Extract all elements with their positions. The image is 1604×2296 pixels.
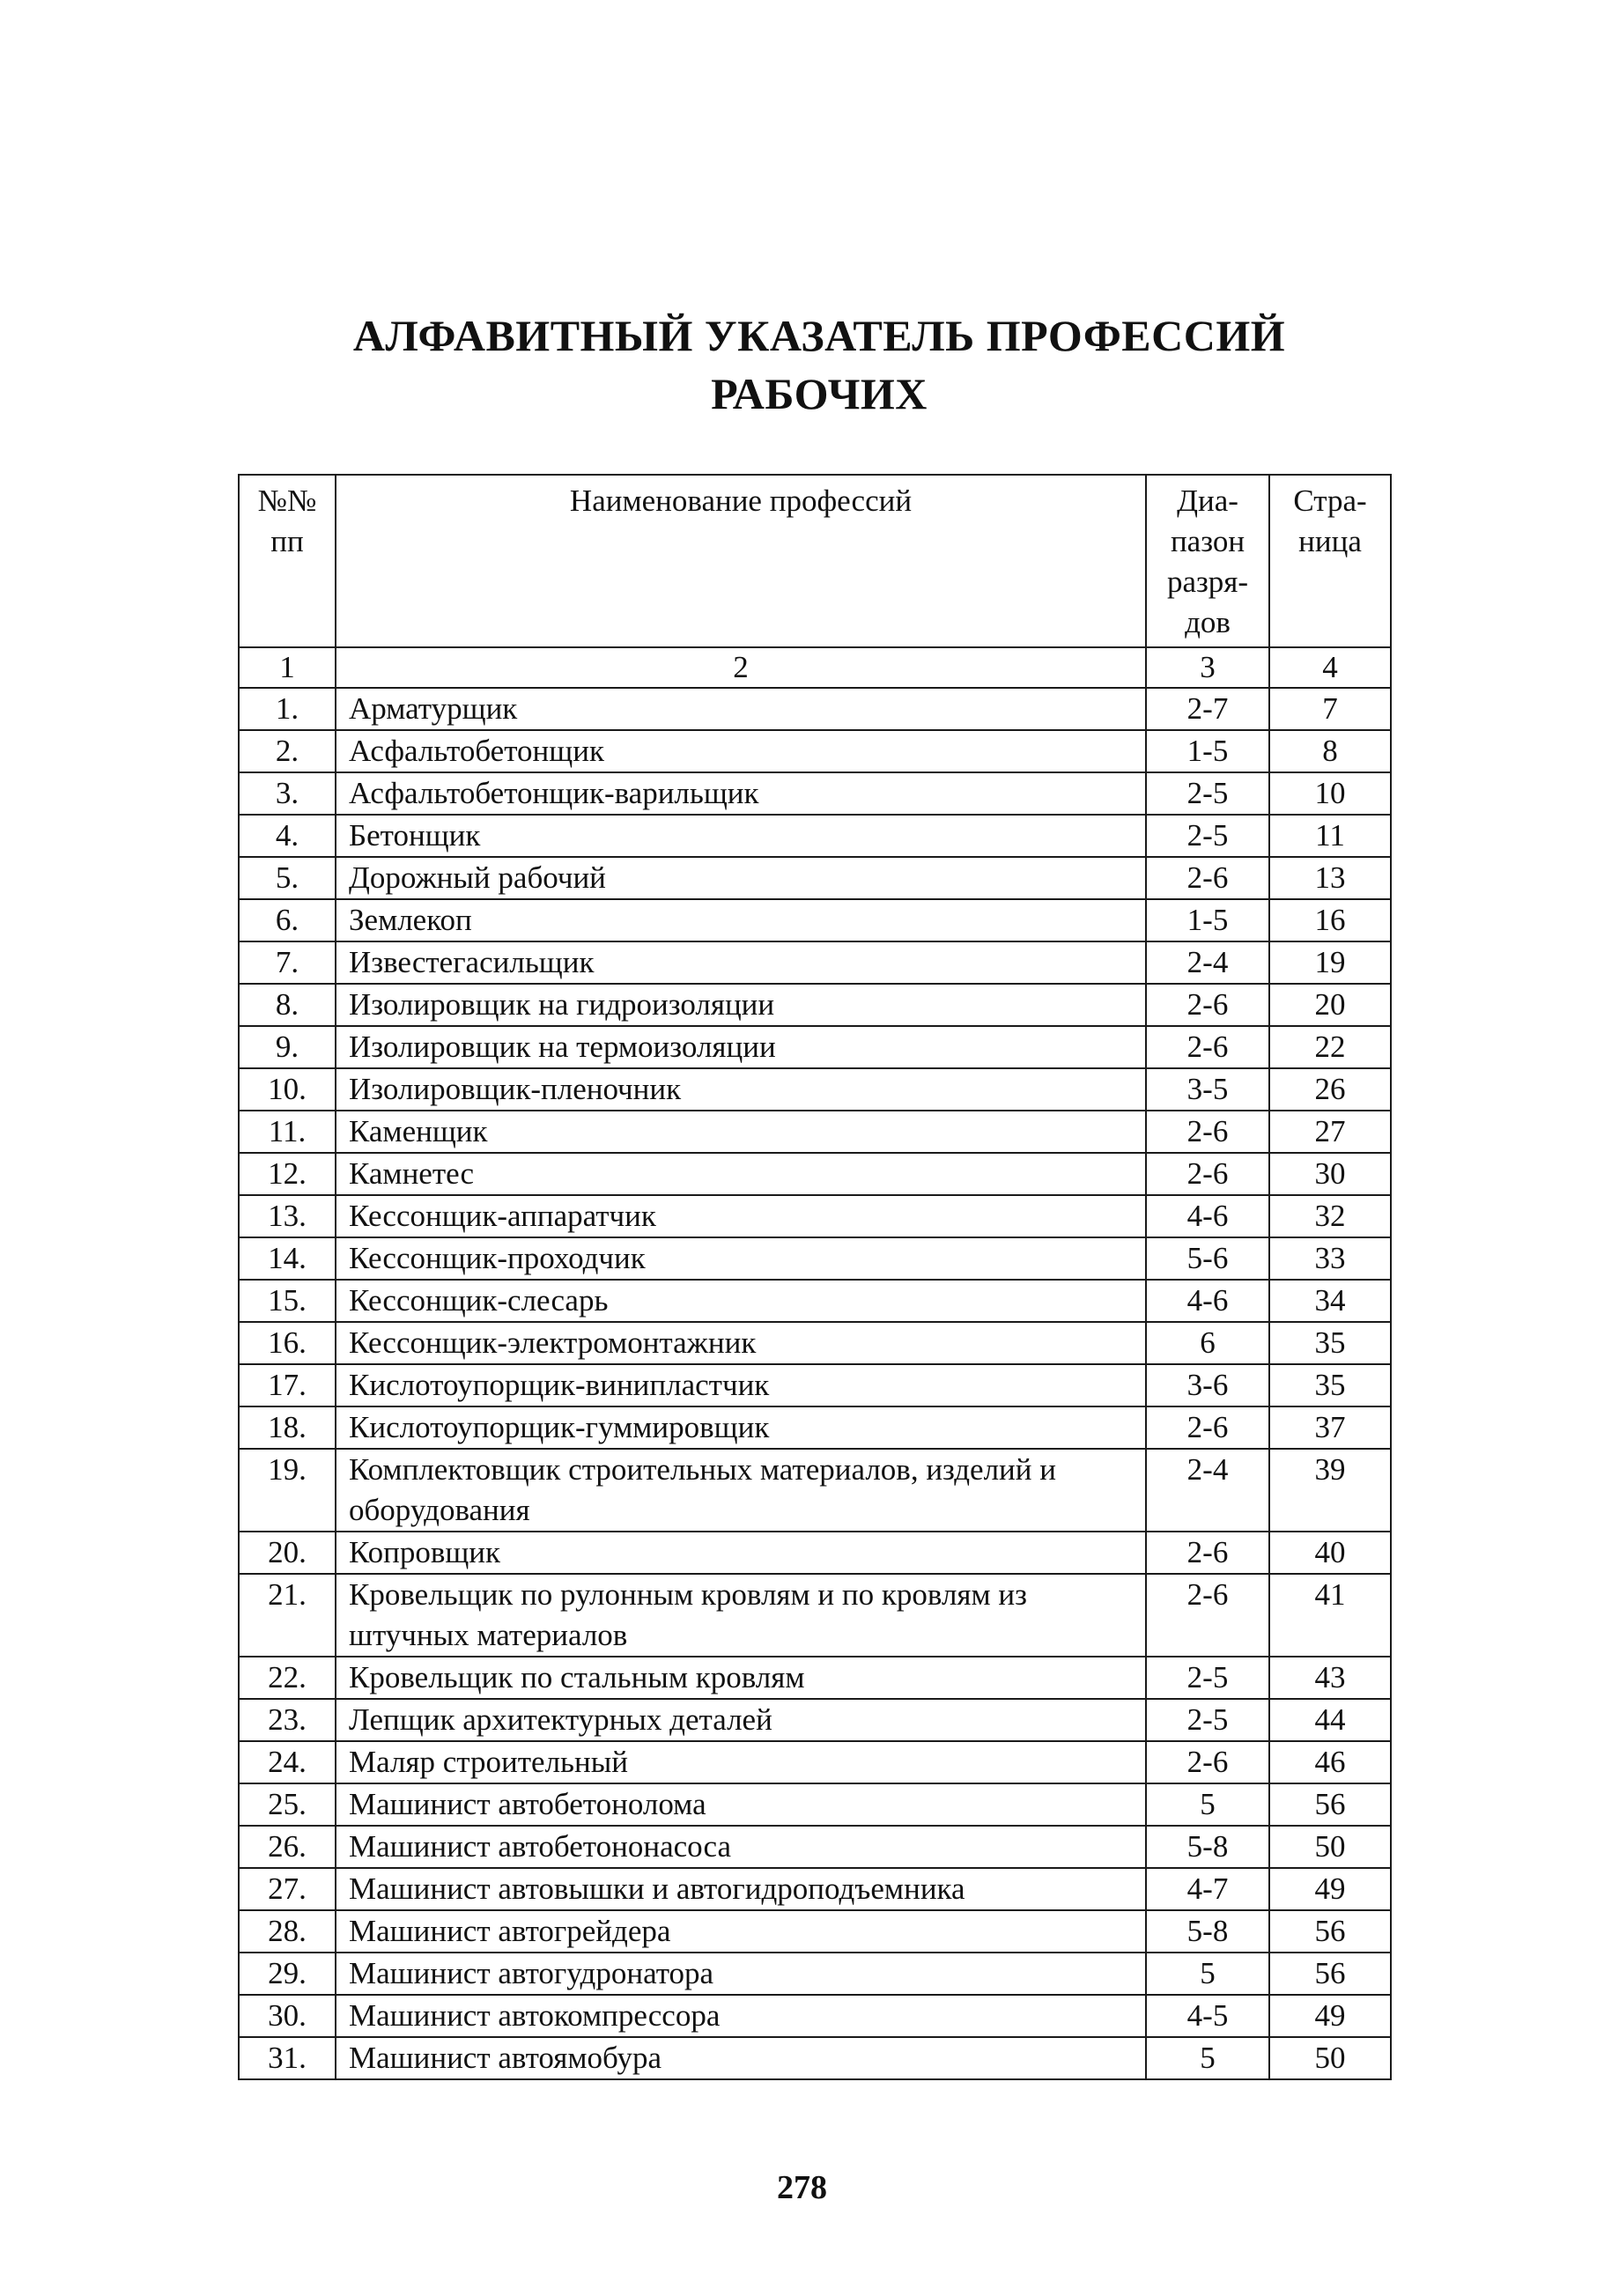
header-range-line-3: разря- xyxy=(1166,565,1249,599)
grade-range: 5 xyxy=(1146,1783,1269,1826)
profession-name: Машинист автогрейдера xyxy=(336,1910,1146,1953)
grade-range: 2-4 xyxy=(1146,941,1269,984)
row-number: 30. xyxy=(239,1995,336,2037)
row-number: 15. xyxy=(239,1280,336,1322)
profession-name: Изолировщик-пленочник xyxy=(336,1068,1146,1111)
table-row xyxy=(239,1195,1391,1237)
table-row xyxy=(239,1280,1391,1322)
page-ref: 35 xyxy=(1269,1364,1391,1406)
page-ref: 26 xyxy=(1269,1068,1391,1111)
page-ref: 43 xyxy=(1269,1657,1391,1699)
grade-range: 2-6 xyxy=(1146,1406,1269,1449)
row-number: 7. xyxy=(239,941,336,984)
row-number: 8. xyxy=(239,984,336,1026)
page-ref: 7 xyxy=(1269,688,1391,730)
row-number: 18. xyxy=(239,1406,336,1449)
page-ref: 46 xyxy=(1269,1741,1391,1783)
header-number-line-2: пп xyxy=(270,524,304,558)
row-number: 2. xyxy=(239,730,336,772)
page-ref: 27 xyxy=(1269,1111,1391,1153)
table-row xyxy=(239,2037,1391,2079)
profession-name: Кессонщик-электромонтажник xyxy=(336,1322,1146,1364)
table-row xyxy=(239,1406,1391,1449)
row-number: 11. xyxy=(239,1111,336,1153)
header-range-line-2: пазон xyxy=(1170,524,1246,558)
grade-range: 6 xyxy=(1146,1322,1269,1364)
grade-range: 4-7 xyxy=(1146,1868,1269,1910)
page-ref: 56 xyxy=(1269,1953,1391,1995)
table-row xyxy=(239,1783,1391,1826)
grade-range: 2-5 xyxy=(1146,815,1269,857)
column-number: 3 xyxy=(1146,647,1269,688)
table-row xyxy=(239,1953,1391,1995)
profession-name: Изолировщик на гидроизоляции xyxy=(336,984,1146,1026)
profession-name: Кессонщик-аппаратчик xyxy=(336,1195,1146,1237)
grade-range: 3-5 xyxy=(1146,1068,1269,1111)
grade-range: 2-5 xyxy=(1146,1657,1269,1699)
header-range-line-1: Диа- xyxy=(1177,484,1238,518)
professions-index-table xyxy=(238,474,1392,2080)
page-ref: 30 xyxy=(1269,1153,1391,1195)
row-number: 25. xyxy=(239,1783,336,1826)
column-number: 1 xyxy=(239,647,336,688)
row-number: 29. xyxy=(239,1953,336,1995)
grade-range: 2-6 xyxy=(1146,1532,1269,1574)
page-ref: 32 xyxy=(1269,1195,1391,1237)
page-ref: 33 xyxy=(1269,1237,1391,1280)
page-ref: 10 xyxy=(1269,772,1391,815)
grade-range: 4-6 xyxy=(1146,1195,1269,1237)
table-row xyxy=(239,1111,1391,1153)
page-ref: 19 xyxy=(1269,941,1391,984)
page-ref: 34 xyxy=(1269,1280,1391,1322)
profession-name: Кислотоупорщик-винипластчик xyxy=(336,1364,1146,1406)
table-row xyxy=(239,1826,1391,1868)
table-row xyxy=(239,899,1391,941)
grade-range: 4-5 xyxy=(1146,1995,1269,2037)
row-number: 24. xyxy=(239,1741,336,1783)
grade-range: 2-4 xyxy=(1146,1449,1269,1532)
page-ref: 49 xyxy=(1269,1868,1391,1910)
profession-name: Камнетес xyxy=(336,1153,1146,1195)
page-title xyxy=(247,306,1392,423)
page-ref: 50 xyxy=(1269,2037,1391,2079)
page-ref: 20 xyxy=(1269,984,1391,1026)
profession-name: Кислотоупорщик-гуммировщик xyxy=(336,1406,1146,1449)
grade-range: 3-6 xyxy=(1146,1364,1269,1406)
row-number: 14. xyxy=(239,1237,336,1280)
row-number: 5. xyxy=(239,857,336,899)
page-ref: 39 xyxy=(1269,1449,1391,1532)
header-number xyxy=(239,475,336,647)
row-number: 1. xyxy=(239,688,336,730)
header-page-line-1: Стра- xyxy=(1293,484,1367,518)
page-ref: 37 xyxy=(1269,1406,1391,1449)
page-ref: 16 xyxy=(1269,899,1391,941)
profession-name: Машинист автокомпрессора xyxy=(336,1995,1146,2037)
profession-name: Кровельщик по рулонным кровлям и по кровлям из штучных материалов xyxy=(336,1574,1146,1657)
table-row xyxy=(239,1153,1391,1195)
grade-range: 1-5 xyxy=(1146,899,1269,941)
page-ref: 8 xyxy=(1269,730,1391,772)
header-number-line-1: №№ xyxy=(257,484,317,518)
grade-range: 2-6 xyxy=(1146,857,1269,899)
profession-name: Машинист автоямобура xyxy=(336,2037,1146,2079)
table-row xyxy=(239,1026,1391,1068)
page-number: 278 xyxy=(777,2169,827,2206)
grade-range: 1-5 xyxy=(1146,730,1269,772)
table-row xyxy=(239,1322,1391,1364)
profession-name: Копровщик xyxy=(336,1532,1146,1574)
row-number: 31. xyxy=(239,2037,336,2079)
row-number: 22. xyxy=(239,1657,336,1699)
profession-name: Бетонщик xyxy=(336,815,1146,857)
profession-name: Кровельщик по стальным кровлям xyxy=(336,1657,1146,1699)
table-header-row xyxy=(239,475,1391,647)
table-row xyxy=(239,1657,1391,1699)
table-row xyxy=(239,1699,1391,1741)
header-page-line-2: ница xyxy=(1298,524,1362,558)
profession-name: Известегасильщик xyxy=(336,941,1146,984)
table-row xyxy=(239,1741,1391,1783)
page-ref: 56 xyxy=(1269,1910,1391,1953)
profession-name: Комплектовщик строительных материалов, изделий и оборудования xyxy=(336,1449,1146,1532)
table-row xyxy=(239,1532,1391,1574)
row-number: 26. xyxy=(239,1826,336,1868)
grade-range: 2-6 xyxy=(1146,1741,1269,1783)
row-number: 28. xyxy=(239,1910,336,1953)
row-number: 17. xyxy=(239,1364,336,1406)
page-ref: 13 xyxy=(1269,857,1391,899)
table-row xyxy=(239,688,1391,730)
table-row xyxy=(239,1995,1391,2037)
grade-range: 2-7 xyxy=(1146,688,1269,730)
table-row xyxy=(239,941,1391,984)
title-line-2: РАБОЧИХ xyxy=(711,369,928,418)
table-row xyxy=(239,857,1391,899)
row-number: 19. xyxy=(239,1449,336,1532)
grade-range: 2-5 xyxy=(1146,772,1269,815)
row-number: 16. xyxy=(239,1322,336,1364)
row-number: 21. xyxy=(239,1574,336,1657)
profession-name: Машинист автогудронатора xyxy=(336,1953,1146,1995)
row-number: 10. xyxy=(239,1068,336,1111)
grade-range: 2-6 xyxy=(1146,1574,1269,1657)
profession-name: Кессонщик-проходчик xyxy=(336,1237,1146,1280)
header-name-text: Наименование профессий xyxy=(569,484,913,518)
grade-range: 4-6 xyxy=(1146,1280,1269,1322)
table-row xyxy=(239,1868,1391,1910)
page-ref: 35 xyxy=(1269,1322,1391,1364)
page-ref: 22 xyxy=(1269,1026,1391,1068)
row-number: 6. xyxy=(239,899,336,941)
row-number: 9. xyxy=(239,1026,336,1068)
grade-range: 2-6 xyxy=(1146,1026,1269,1068)
table-row xyxy=(239,1068,1391,1111)
profession-name: Арматурщик xyxy=(336,688,1146,730)
page-ref: 41 xyxy=(1269,1574,1391,1657)
table-row xyxy=(239,1364,1391,1406)
column-number: 2 xyxy=(336,647,1146,688)
profession-name: Землекоп xyxy=(336,899,1146,941)
page-ref: 44 xyxy=(1269,1699,1391,1741)
grade-range: 2-6 xyxy=(1146,1153,1269,1195)
row-number: 12. xyxy=(239,1153,336,1195)
table-row xyxy=(239,730,1391,772)
header-range-line-4: дов xyxy=(1185,605,1231,639)
page-ref: 11 xyxy=(1269,815,1391,857)
grade-range: 2-5 xyxy=(1146,1699,1269,1741)
profession-name: Машинист автовышки и автогидроподъемника xyxy=(336,1868,1146,1910)
profession-name: Каменщик xyxy=(336,1111,1146,1153)
profession-name: Машинист автобетононасоса xyxy=(336,1826,1146,1868)
table-row xyxy=(239,1449,1391,1532)
header-range xyxy=(1146,475,1269,647)
table-row xyxy=(239,1910,1391,1953)
grade-range: 2-6 xyxy=(1146,1111,1269,1153)
profession-name: Асфальтобетонщик xyxy=(336,730,1146,772)
grade-range: 5-8 xyxy=(1146,1826,1269,1868)
column-number: 4 xyxy=(1269,647,1391,688)
grade-range: 5 xyxy=(1146,2037,1269,2079)
row-number: 20. xyxy=(239,1532,336,1574)
profession-name: Дорожный рабочий xyxy=(336,857,1146,899)
title-line-1: АЛФАВИТНЫЙ УКАЗАТЕЛЬ ПРОФЕССИЙ xyxy=(352,311,1286,360)
table-row xyxy=(239,984,1391,1026)
row-number: 4. xyxy=(239,815,336,857)
page-ref: 50 xyxy=(1269,1826,1391,1868)
profession-name: Кессонщик-слесарь xyxy=(336,1280,1146,1322)
row-number: 23. xyxy=(239,1699,336,1741)
page-ref: 56 xyxy=(1269,1783,1391,1826)
profession-name: Машинист автобетонолома xyxy=(336,1783,1146,1826)
column-numbers-row xyxy=(239,647,1391,688)
row-number: 13. xyxy=(239,1195,336,1237)
profession-name: Лепщик архитектурных деталей xyxy=(336,1699,1146,1741)
grade-range: 2-6 xyxy=(1146,984,1269,1026)
table-body xyxy=(239,688,1391,2079)
grade-range: 5-8 xyxy=(1146,1910,1269,1953)
page-ref: 49 xyxy=(1269,1995,1391,2037)
profession-name: Асфальтобетонщик-варильщик xyxy=(336,772,1146,815)
row-number: 27. xyxy=(239,1868,336,1910)
profession-name: Маляр строительный xyxy=(336,1741,1146,1783)
table-row xyxy=(239,815,1391,857)
grade-range: 5 xyxy=(1146,1953,1269,1995)
grade-range: 5-6 xyxy=(1146,1237,1269,1280)
page-ref: 40 xyxy=(1269,1532,1391,1574)
header-name xyxy=(336,475,1146,647)
header-page xyxy=(1269,475,1391,647)
table-row xyxy=(239,1237,1391,1280)
row-number: 3. xyxy=(239,772,336,815)
table-row xyxy=(239,772,1391,815)
profession-name: Изолировщик на термоизоляции xyxy=(336,1026,1146,1068)
table-row xyxy=(239,1574,1391,1657)
